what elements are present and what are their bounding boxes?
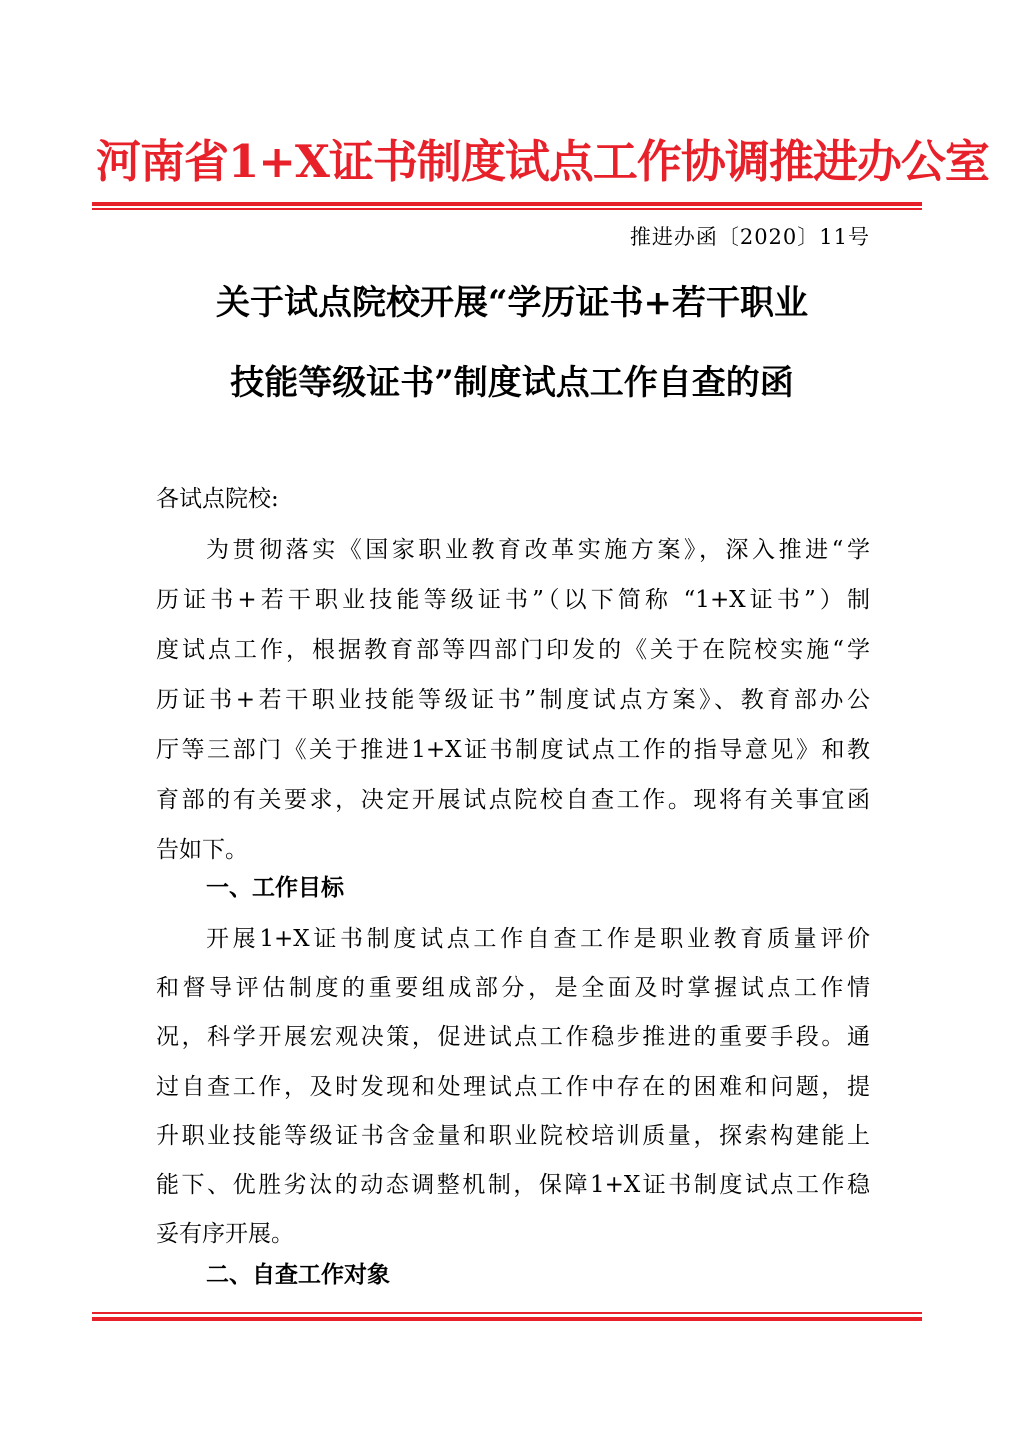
footer-divider-thin	[92, 1312, 922, 1314]
section1-paragraph-line: 和督导评估制度的重要组成部分，是全面及时掌握试点工作情	[156, 975, 870, 1001]
intro-paragraph-line: 厅等三部门《关于推进1+X证书制度试点工作的指导意见》和教	[156, 737, 870, 763]
salutation: 各试点院校:	[156, 486, 279, 512]
organization-header: 河南省1+X证书制度试点工作协调推进办公室	[96, 135, 989, 188]
header-divider-thin	[92, 208, 922, 210]
intro-paragraph-line: 育部的有关要求，决定开展试点院校自查工作。现将有关事宜函	[156, 787, 870, 813]
intro-paragraph-line: 历证书+若干职业技能等级证书”（以下简称 “1+X证书”）制	[156, 587, 870, 613]
section1-paragraph-line: 过自查工作，及时发现和处理试点工作中存在的困难和问题，提	[156, 1074, 870, 1100]
document-number: 推进办函〔2020〕11号	[629, 225, 870, 249]
section-heading-work-goals: 一、工作目标	[206, 875, 344, 901]
footer-divider-thick	[92, 1317, 922, 1321]
intro-paragraph-line: 历证书+若干职业技能等级证书”制度试点方案》、教育部办公	[156, 687, 870, 713]
section1-paragraph-line: 妥有序开展。	[156, 1221, 294, 1247]
document-title-line-2: 技能等级证书”制度试点工作自查的函	[230, 363, 794, 403]
section1-paragraph-line: 况，科学开展宏观决策，促进试点工作稳步推进的重要手段。通	[156, 1024, 870, 1050]
intro-paragraph-line: 告如下。	[156, 837, 248, 863]
document-title-line-1: 关于试点院校开展“学历证书+若干职业	[215, 283, 809, 323]
header-divider-thick	[92, 202, 922, 206]
section1-paragraph-line: 开展1+X证书制度试点工作自查工作是职业教育质量评价	[206, 926, 870, 952]
intro-paragraph-line: 为贯彻落实《国家职业教育改革实施方案》，深入推进“学	[206, 537, 870, 563]
section1-paragraph-line: 能下、优胜劣汰的动态调整机制，保障1+X证书制度试点工作稳	[156, 1172, 870, 1198]
section-heading-self-check-targets: 二、自查工作对象	[206, 1262, 390, 1288]
section1-paragraph-line: 升职业技能等级证书含金量和职业院校培训质量，探索构建能上	[156, 1123, 870, 1149]
intro-paragraph-line: 度试点工作，根据教育部等四部门印发的《关于在院校实施“学	[156, 637, 870, 663]
